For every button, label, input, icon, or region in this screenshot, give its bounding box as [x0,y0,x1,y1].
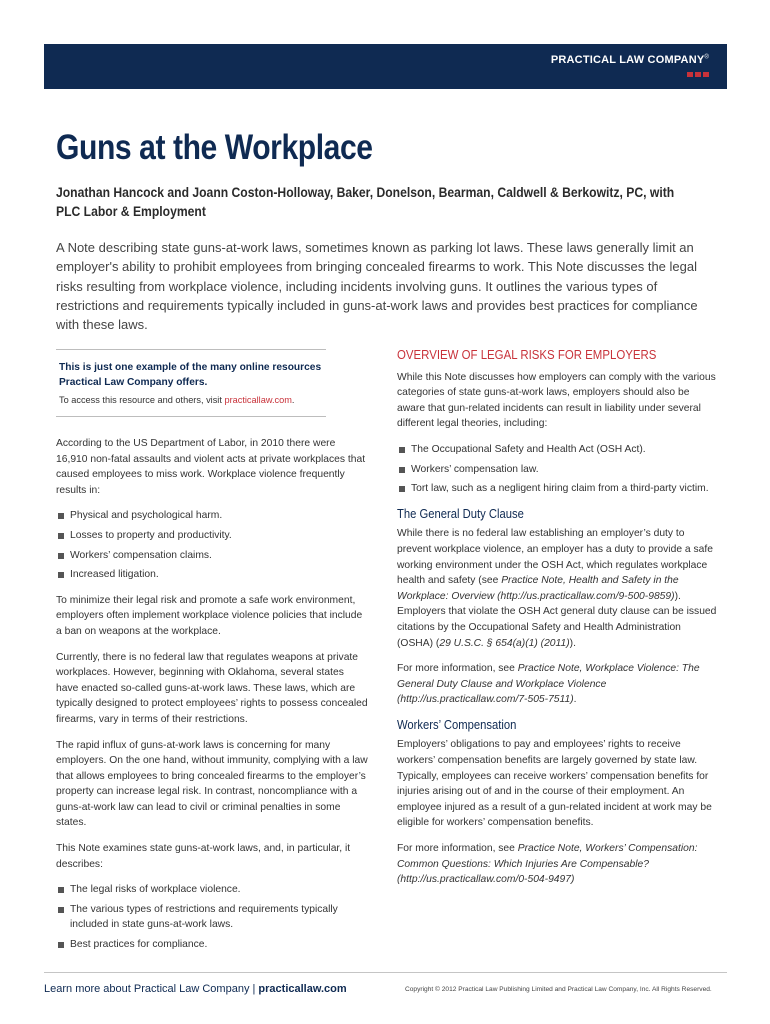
list-item: Workers’ compensation claims. [56,548,368,564]
left-column [56,436,368,963]
practicallaw-link[interactable]: practicallaw.com [224,395,292,405]
list-item: The legal risks of workplace violence. [56,882,368,898]
paragraph: Currently, there is no federal law that regulates weapons at private workplaces. However, beginning with Oklahoma, several states have enacted so-called guns-at-work laws. These laws, which are typically designed to protect employees’ rights to possess concealed firearms, vary in terms of their restrictions. [56,651,368,725]
page-title: Guns at the Workplace [56,128,373,167]
right-column [397,347,717,898]
list-item: Increased litigation. [56,567,368,583]
header-banner [44,44,727,89]
subheading-workers-comp: Workers’ Compensation [397,717,517,732]
subheading-general-duty: The General Duty Clause [397,506,524,521]
list-item: Workers’ compensation law. [397,462,717,478]
list-item: Tort law, such as a negligent hiring claim from a third-party victim. [397,481,717,497]
paragraph: This Note examines state guns-at-work laws, and, in particular, it describes: [56,843,351,870]
paragraph: For more information, see Practice Note, Workplace Violence: The General Duty Clause and Workplace Violence (http://us.practicallaw.com/7-505-7511). [397,663,700,706]
list-item: Losses to property and productivity. [56,528,368,544]
paragraph: While this Note discusses how employers can comply with the various categories of state guns-at-work laws, employers should also be aware that gun-related incidents can result in liability under several different legal theories, including: [397,371,716,430]
practice-note-link[interactable]: Practice Note, Health and Safety in the Workplace: Overview (http://us.practicallaw.com/9-500-9859) [397,575,679,602]
paragraph: For more information, see Practice Note, Workers’ Compensation: Common Questions: Which Injuries Are Compensable? (http://us.practicallaw.com/0-504-9497) [397,843,698,886]
footer-learn-more: Learn more about Practical Law Company | practicallaw.com [44,983,347,995]
section-heading: OVERVIEW OF LEGAL RISKS FOR EMPLOYERS [397,347,657,362]
list-item: Best practices for compliance. [56,937,368,953]
footer-divider [44,972,727,973]
list-item: The Occupational Safety and Health Act (OSH Act). [397,442,717,458]
callout-heading: This is just one example of the many online resources Practical Law Company offers. [59,362,322,388]
paragraph: While there is no federal law establishing an employer’s duty to prevent workplace violence, an employer has a duty to provide a safe working environment under the OSH Act, which regulates workplace health and safety (see Practice Note, Health and Safety in the Workplace: Overview (http://us.practicallaw.com/9-500-9859)). Employers that violate the OSH Act general duty clause can be issued citations by the Occupational Safety and Health Administration (OSHA) (29 U.S.C. § 654(a)(1) (2011)). [397,528,717,649]
footer-site-link[interactable]: practicallaw.com [258,983,347,995]
practice-note-link[interactable]: Practice Note, Workers’ Compensation: Common Questions: Which Injuries Are Compensable? (http://us.practicallaw.com/0-504-9497) [397,843,698,886]
practice-note-link[interactable]: Practice Note, Workplace Violence: The General Duty Clause and Workplace Violence (http://us.practicallaw.com/7-505-7511) [397,663,700,706]
intro-abstract: A Note describing state guns-at-work laws, sometimes known as parking lot laws. These laws generally limit an employer's ability to prohibit employees from bringing concealed firearms to work. This Note discusses the legal risks resulting from workplace violence, including incidents involving guns. It outlines the various types of restrictions and requirements typically included in guns-at-work laws and provides best practices for compliance with these laws. [56,240,698,333]
paragraph: Employers’ obligations to pay and employees’ rights to receive workers’ compensation benefits are largely governed by state law. Typically, employees can receive workers’ compensation benefits for injuries arising out of and in the course of their employment. An employee injured as a result of a gun-related incident at work may be eligible for workers’ compensation benefits. [397,739,712,829]
paragraph: According to the US Department of Labor, in 2010 there were 16,910 non-fatal assaults and violent acts at private workplaces that caused employees to miss work. Workplace violence frequently results in: [56,438,366,496]
brand-text: PRACTICAL LAW COMPANY [550,54,705,66]
list-item: Physical and psychological harm. [56,508,368,524]
list-item: The various types of restrictions and requirements typically included in state guns-at-work laws. [56,902,368,933]
authors: Jonathan Hancock and Joann Coston-Holloway, Baker, Donelson, Bearman, Caldwell & Berkowitz, PC, with PLC Labor & Employment [56,185,675,219]
brand-logo-icon [687,72,709,77]
statute-citation: 29 U.S.C. § 654(a)(1) (2011) [439,637,570,649]
legal-theories-list [397,442,717,497]
harm-list [56,508,368,582]
paragraph: The rapid influx of guns-at-work laws is concerning for many employers. On the one hand, without immunity, complying with a law that allows employees to bring concealed firearms to the employer’s property can increase legal risk. In contrast, noncompliance with a guns-at-work law can lead to civil or criminal penalties in some states. [56,739,368,829]
copyright: Copyright © 2012 Practical Law Publishing Limited and Practical Law Company, Inc. All Rights Reserved. [405,986,712,993]
brand-registered-mark: ® [704,54,709,61]
callout-text: To access this resource and others, visit practicallaw.com. [59,395,295,405]
brand-name [551,54,709,66]
resource-callout [56,349,326,417]
note-topics-list [56,882,368,952]
paragraph: To minimize their legal risk and promote a safe work environment, employers often implement workplace violence policies that include a ban on weapons at the workplace. [56,594,363,637]
